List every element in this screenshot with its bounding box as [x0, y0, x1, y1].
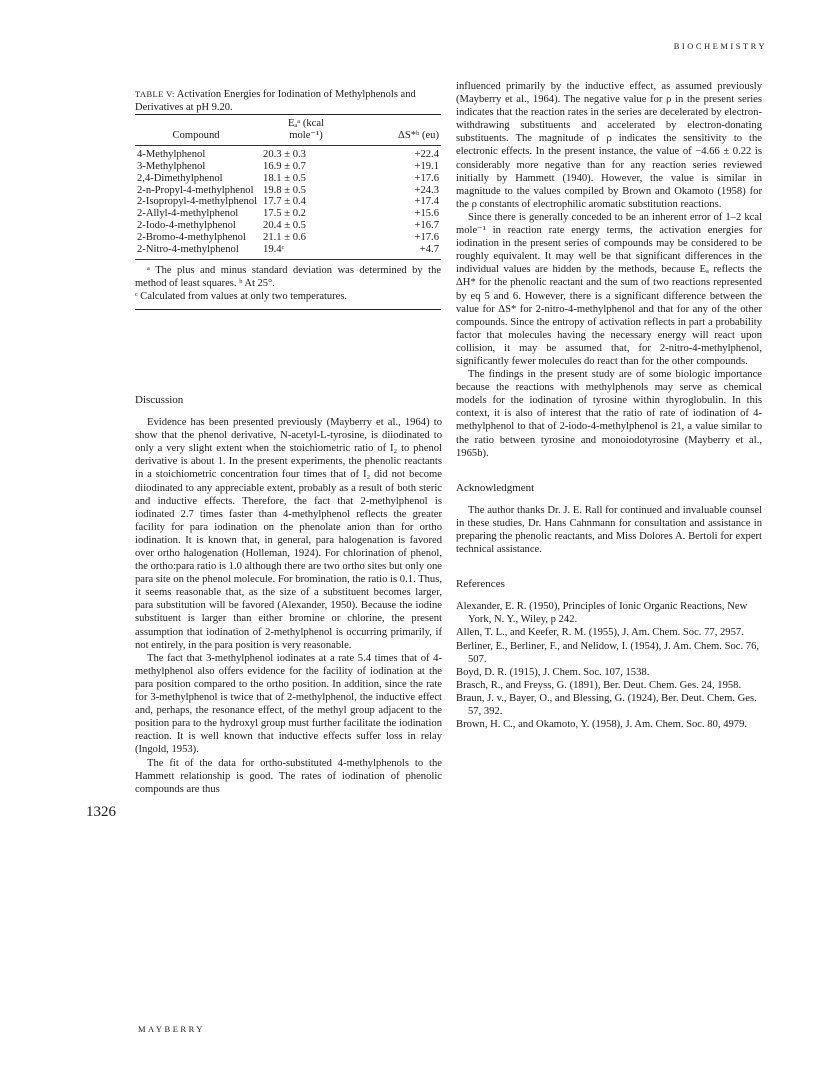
reference-item: Brasch, R., and Freyss, G. (1891), Ber. Deut. Chem. Ges. 24, 1958. [456, 679, 742, 691]
table-caption [135, 88, 441, 114]
table-row [135, 220, 441, 232]
cell-ds: +17.4 [414, 196, 439, 208]
reference-item: Braun, J. v., Bayer, O., and Blessing, G. (1924), Ber. Deut. Chem. Ges. 57, 392. [456, 692, 757, 718]
left-column [135, 88, 442, 796]
running-head: BIOCHEMISTRY [673, 41, 767, 51]
cell-ea: 19.4ᶜ [263, 244, 285, 256]
acknowledgment-text: The author thanks Dr. J. E. Rall for continued and invaluable counsel in these studies, Dr. Hans Cahnmann for consultation and assistance in preparing the phenolic reactants, and Miss Dolores A. Bertoli for expert technical assistance. [456, 504, 762, 556]
table-caption-text: Activation Energies for Iodination of Methylphenols and Derivatives at pH 9.20. [135, 89, 416, 113]
cell-compound: 2,4-Dimethylphenol [137, 172, 223, 184]
spacer [456, 495, 762, 504]
reference-list [456, 600, 762, 731]
discussion-paragraph-5: Since there is generally conceded to be an inherent error of 1–2 kcal mole⁻¹ in reaction rate energy terms, the activation energies for iodination in the present series of compounds may be considered to be roughly equivalent. It may well be that significant differences in the individual values are hidden by the methods, because Eₐ reflects the ΔH* for the phenolic reactant and the sum of two reactions represented by eq 5 and 6. However, there is a significant difference between the value for ΔS* for 2-nitro-4-methylphenol and that for any of the other compounds. Since the entropy of activation reflects in part a probability factor that molecules having the necessary energy will react upon collision, it may be assumed that, for 2-nitro-4-methylphenol, significantly fewer molecules do react than for the other compounds. [456, 211, 762, 367]
cell-ea: 20.3 ± 0.3 [263, 148, 306, 160]
table-row [135, 244, 441, 259]
cell-ea: 17.5 ± 0.2 [263, 208, 306, 220]
discussion-paragraph-3: The fit of the data for ortho-substituted 4-methylphenols to the Hammett relationship is good. The rates of iodination of phenolic compounds are thus [135, 757, 442, 795]
cell-compound: 2-Allyl-4-methylphenol [137, 208, 239, 220]
cell-compound: 2-Iodo-4-methylphenol [137, 220, 236, 232]
data-table [135, 115, 441, 259]
discussion-paragraph-1: Evidence has been presented previously (Mayberry et al., 1964) to show that the phenol derivative, N-acetyl-L-tyrosine, is diiodinated to only a very slight extent when the stoichiometric ratio of I₂ to phenol derivative is about 1. In the present experiments, the phenolic reactants in a stoichiometric concentration four times that of I₂ did not become diiodinated to any appreciable extent, probably as a result of both steric and inductive effects. Therefore, the fact that 2-methylphenol is iodinated 2.7 times faster than 4-methylphenol reflects the greater facility for para iodination on the phenolate anion than for ortho iodination. It is known that, in general, para halogenation is favored over ortho halogenation (Holleman, 1924). For chlorination of phenol, the ortho:para ratio is 1.0 although there are two ortho sites but only one para site on the phenol molecule. For bromination, the ratio is 0.1. Thus, it seems reasonable that, as the size of a substituent becomes larger, para substitution will be favored (Alexander, 1950). Because the iodine substituent is larger than either bromine or chlorine, the present assumption that iodination of 2-methylphenol is occurring primarily, if not entirely, in the para position is very reasonable. [135, 417, 442, 651]
reference-item: Boyd, D. R. (1915), J. Chem. Soc. 107, 1538. [456, 666, 650, 678]
acknowledgment-heading: Acknowledgment [456, 481, 535, 494]
cell-ds: +22.4 [414, 148, 439, 160]
spacer [135, 310, 442, 394]
table-row [135, 173, 441, 185]
cell-ds: +16.7 [414, 220, 439, 232]
table-row [135, 232, 441, 244]
spacer [456, 591, 762, 600]
table-footnotes [135, 260, 441, 309]
page-number: 1326 [86, 804, 116, 820]
table-row [135, 145, 441, 160]
right-column [456, 80, 762, 731]
cell-ea: 19.8 ± 0.5 [263, 184, 306, 196]
references-heading: References [456, 578, 505, 591]
table-row [135, 185, 441, 197]
discussion-paragraph-2: The fact that 3-methylphenol iodinates at a rate 5.4 times that of 4-methylphenol also offers evidence for the facility of iodination at the para position compared to the ortho position. In addition, since the rate for 3-methylphenol is twice that of 2-methylphenol, the inductive effect and, perhaps, the resonance effect, of the methyl group adjacent to the position para to the hydroxyl group must further facilitate the iodination reaction. It is well known that inductive effects suffer loss in relay (Ingold, 1953). [135, 652, 442, 756]
discussion-paragraph-6: The findings in the present study are of some biologic importance because the reactions with methylphenols may serve as chemical models for the iodination of tyrosine within thyroglobulin. In this context, it is also of interest that the ratio of rate of iodination of 4-methylphenol to that of 2-iodo-4-methylphenol is 21, a value similar to the ratio between tyrosine and monoiodotyrosine (Mayberry et al., 1965b). [456, 369, 762, 459]
reference-item: Allen, T. L., and Keefer, R. M. (1955), J. Am. Chem. Soc. 77, 2957. [456, 627, 744, 639]
discussion-paragraph-4: influenced primarily by the inductive effect, as assumed previously (Mayberry et al., 1964). The negative value for ρ in the present series indicates that the reaction rates in the series are decelerated by electron-withdrawing substituents and accelerated by electron-donating substituents. The magnitude of ρ indicates the sensitivity to the electronic effects. In the present instance, the value of −4.66 ± 0.22 is considerably more negative than for any reaction series reviewed initially by Hammett (1940). However, the value is similar in magnitude to the values compiled by Brown and Okamoto (1958) for the ρ constants of electrophilic aromatic substitution reactions. [456, 81, 762, 210]
spacer [456, 460, 762, 482]
spacer [456, 556, 762, 578]
col-header-ea-top: Eₐᵃ (kcal [287, 118, 325, 129]
reference-item: Berliner, E., Berliner, F., and Nelidow, I. (1954), J. Am. Chem. Soc. 76, 507. [456, 640, 760, 665]
table-row [135, 161, 441, 173]
cell-ea: 16.9 ± 0.7 [263, 160, 306, 172]
discussion-heading: Discussion [135, 393, 184, 406]
col-header-ea [257, 115, 355, 145]
cell-ds: +17.6 [414, 232, 439, 244]
col-header-ea-bottom: mole⁻¹) [289, 129, 323, 141]
table-footnote-ab [135, 264, 441, 290]
table-footnote-c: ᶜ Calculated from values at only two temperatures. [135, 290, 348, 302]
reference-item: Brown, H. C., and Okamoto, Y. (1958), J. Am. Chem. Soc. 80, 4979. [456, 719, 748, 731]
cell-compound: 2-n-Propyl-4-methylphenol [137, 184, 254, 196]
cell-ds: +15.6 [414, 208, 439, 220]
col-header-compound: Compound [172, 129, 220, 141]
cell-ea: 17.7 ± 0.4 [263, 196, 306, 208]
cell-ea: 18.1 ± 0.5 [263, 172, 306, 184]
cell-compound: 3-Methylphenol [137, 160, 206, 172]
cell-ds: +4.7 [419, 244, 439, 256]
cell-ds: +24.3 [414, 184, 439, 196]
table-row [135, 196, 441, 208]
cell-compound: 2-Bromo-4-methylphenol [137, 232, 246, 244]
activation-energy-table [135, 88, 441, 310]
spacer [135, 407, 442, 416]
cell-ds: +19.1 [414, 160, 439, 172]
table-row [135, 208, 441, 220]
cell-compound: 2-Isopropyl-4-methylphenol [137, 196, 258, 208]
cell-compound: 4-Methylphenol [137, 148, 206, 160]
table-caption-tag: TABLE V: [135, 89, 175, 99]
col-header-ds: ΔS*ᵇ (eu) [398, 129, 439, 141]
cell-ea: 20.4 ± 0.5 [263, 220, 306, 232]
cell-compound: 2-Nitro-4-methylphenol [137, 244, 239, 256]
table-footnote-b: ᵇ At 25°. [239, 277, 275, 289]
table-footnote-a: ᵃ The plus and minus standard deviation was determined by the method of least squares. [135, 264, 441, 289]
reference-item: Alexander, E. R. (1950), Principles of Ionic Organic Reactions, New York, N. Y., Wiley, p 242. [456, 601, 748, 626]
cell-ds: +17.6 [414, 172, 439, 184]
running-foot: MAYBERRY [138, 1024, 205, 1034]
cell-ea: 21.1 ± 0.6 [263, 232, 306, 244]
